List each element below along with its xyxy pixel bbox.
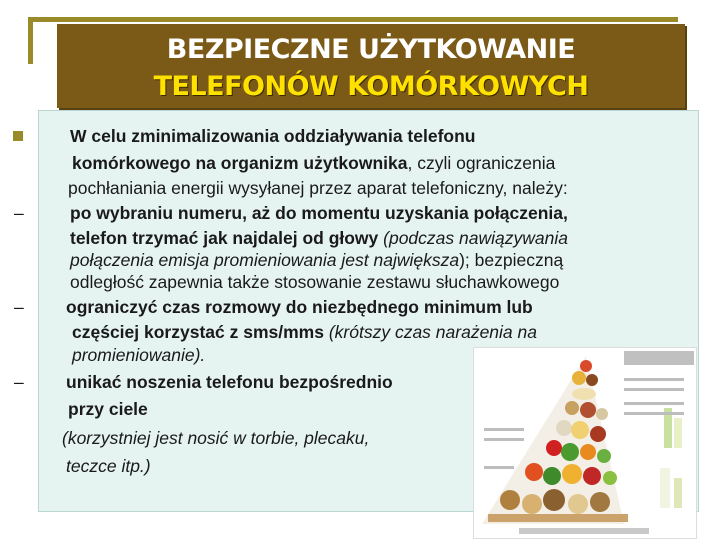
item-2-line-2-bold: częściej korzystać z sms/mms [72,322,324,342]
item-3-line-3: (korzystniej jest nosić w torbie, plecaku, [62,428,370,448]
pyramid-legend-line [624,412,684,415]
item-1-line-2 [70,228,568,248]
pyramid-legend-line [484,466,514,469]
dash-bullet-1: – [14,203,24,223]
paragraph-line-2-bold: komórkowego na organizm użytkownika [72,153,408,173]
title-decor-bracket-vertical [28,17,33,64]
food-pyramid-image [473,347,697,539]
square-bullet-icon [13,131,23,141]
item-1-line-4: odległość zapewnia także stosowanie zestawu słuchawkowego [70,272,560,292]
item-1-line-1: po wybraniu numeru, aż do momentu uzyskania połączenia, [70,203,568,223]
item-2-line-3: promieniowanie). [72,345,206,365]
item-1-line-3-italic: połączenia emisja promieniowania jest największa [70,250,460,270]
slide-title-line-1: BEZPIECZNE UŻYTKOWANIE [166,34,576,65]
item-3-line-2: przy ciele [68,399,148,419]
slide-title-line-2: TELEFONÓW KOMÓRKOWYCH [153,71,589,102]
pyramid-legend-line [624,378,684,381]
pyramid-legend-line [624,402,684,405]
pyramid-legend-line [484,428,524,431]
item-1-line-2-bold: telefon trzymać jak najdalej od głowy [70,228,379,248]
item-1-line-3-rest: ); bezpieczną [459,250,564,270]
item-2-line-2 [72,322,537,342]
paragraph-line-2 [72,153,555,173]
dash-bullet-2: – [14,297,24,317]
food-pyramid-illustration [474,348,696,538]
item-2-line-1: ograniczyć czas rozmowy do niezbędnego minimum lub [66,297,533,317]
paragraph-line-1: W celu zminimalizowania oddziaływania telefonu [70,126,476,146]
pyramid-header-block [624,351,694,365]
pyramid-legend-line [624,388,684,391]
item-3-line-1: unikać noszenia telefonu bezpośrednio [66,372,393,392]
item-3-line-4: teczce itp.) [66,456,151,476]
paragraph-line-2-rest: , czyli ograniczenia [407,153,556,173]
dash-bullet-3: – [14,372,24,392]
item-1-line-2-italic: (podczas nawiązywania [378,228,568,248]
title-decor-bracket-horizontal [28,17,678,22]
pyramid-caption-block [519,528,649,534]
paragraph-line-3: pochłaniania energii wysyłanej przez aparat telefoniczny, należy: [68,178,568,198]
slide-title-box [57,24,685,108]
item-1-line-3 [70,250,563,270]
pyramid-legend-line [484,438,524,441]
item-2-line-2-italic: (krótszy czas narażenia na [323,322,537,342]
